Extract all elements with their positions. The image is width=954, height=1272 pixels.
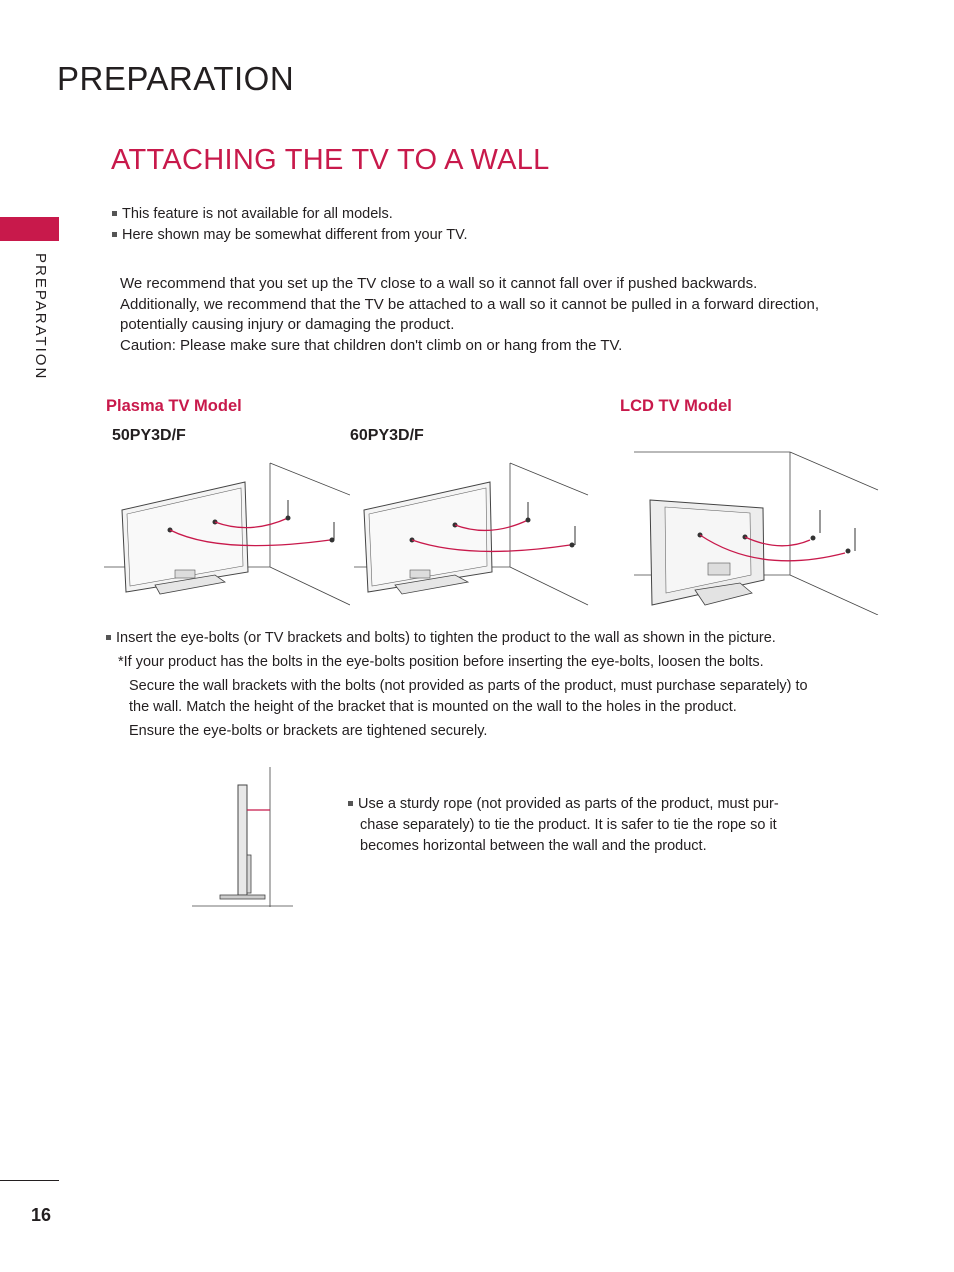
instruction-item: Insert the eye-bolts (or TV brackets and bolts) to tighten the product to the wall as shown in the picture. — [106, 628, 776, 649]
instruction-note: *If your product has the bolts in the eye-bolts position before inserting the eye-bolts, loosen the bolts. — [118, 654, 764, 670]
plasma-model-code: 60PY3D/F — [350, 427, 424, 444]
section-title: ATTACHING THE TV TO A WALL — [111, 144, 550, 176]
side-tab-marker — [0, 217, 59, 241]
instruction-paragraph: Secure the wall brackets with the bolts (not provided as parts of the product, must purchase separately) to the wall. Match the height of the bracket that is mounted on the wall to the holes in the product. — [129, 678, 808, 715]
instruction-paragraph: Ensure the eye-bolts or brackets are tightened securely. — [129, 723, 488, 739]
side-section-label: PREPARATION — [32, 253, 49, 381]
rope-instruction: Use a sturdy rope (not provided as parts of the product, must pur- chase separately) to tie the product. It is safer to tie the rope so it becomes horizontal between the wall and the product. — [348, 794, 779, 857]
lcd-model-label: LCD TV Model — [620, 397, 732, 415]
footer-divider — [0, 1180, 59, 1181]
intro-paragraph: We recommend that you set up the TV close to a wall so it cannot fall over if pushed backwards. Additionally, we recommend that the TV be attached to a wall so it cannot be pulled in a forward direction, potentially causing injury or damaging the product. Caution: Please make sure that children don't climb on or hang from the TV. — [120, 275, 820, 354]
page-header-title: PREPARATION — [57, 60, 295, 97]
lcd-tv-wall-illustration — [630, 445, 880, 615]
tv-side-view-illustration — [190, 765, 295, 910]
plasma-model-code: 50PY3D/F — [112, 427, 186, 444]
bullet-square-icon — [348, 801, 353, 806]
bullet-square-icon — [112, 232, 117, 237]
page-number: 16 — [31, 1205, 52, 1225]
plasma-model-label: Plasma TV Model — [106, 397, 242, 415]
note-item: Here shown may be somewhat different from your TV. — [112, 225, 467, 246]
note-item: This feature is not available for all models. — [112, 204, 393, 225]
plasma-tv-wall-illustration — [100, 460, 350, 610]
bullet-square-icon — [106, 635, 111, 640]
bullet-square-icon — [112, 211, 117, 216]
plasma-tv-wall-illustration — [350, 460, 590, 610]
